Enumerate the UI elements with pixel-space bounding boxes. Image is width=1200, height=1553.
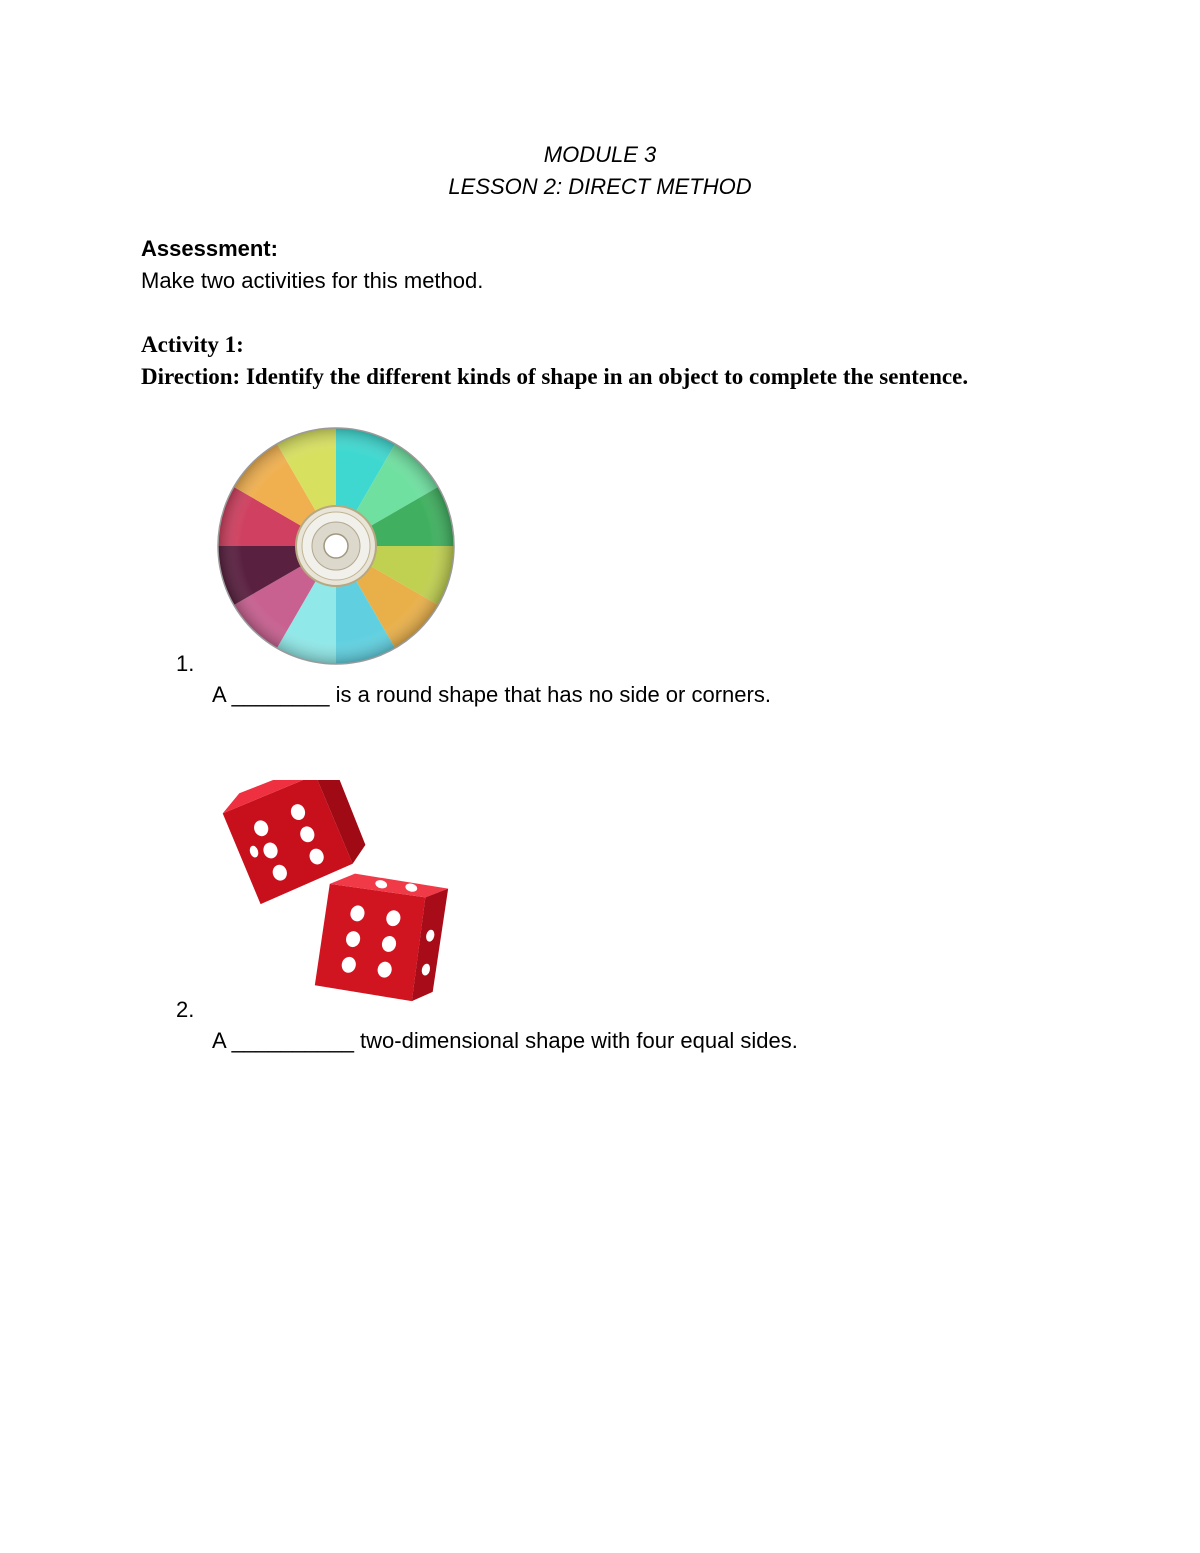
cd-disc-image bbox=[215, 425, 460, 670]
assessment-instruction: Make two activities for this method. bbox=[141, 268, 484, 293]
item-1-number: 1. bbox=[176, 651, 195, 676]
module-title: MODULE 3 bbox=[543, 142, 657, 167]
lesson-title: LESSON 2: DIRECT METHOD bbox=[448, 174, 752, 199]
activity-direction: Direction: Identify the different kinds of shape in an object to complete the sentence. bbox=[141, 364, 969, 389]
item-2-number: 2. bbox=[176, 997, 195, 1022]
item-1-sentence: A ________ is a round shape that has no side or corners. bbox=[212, 682, 771, 707]
assessment-label: Assessment: bbox=[141, 236, 278, 261]
dice-icon bbox=[215, 780, 450, 1015]
red-dice-image bbox=[215, 780, 450, 1015]
activity-title: Activity 1: bbox=[141, 332, 244, 357]
item-2-sentence: A __________ two-dimensional shape with four equal sides. bbox=[212, 1028, 798, 1053]
cd-disc-icon bbox=[215, 425, 460, 670]
